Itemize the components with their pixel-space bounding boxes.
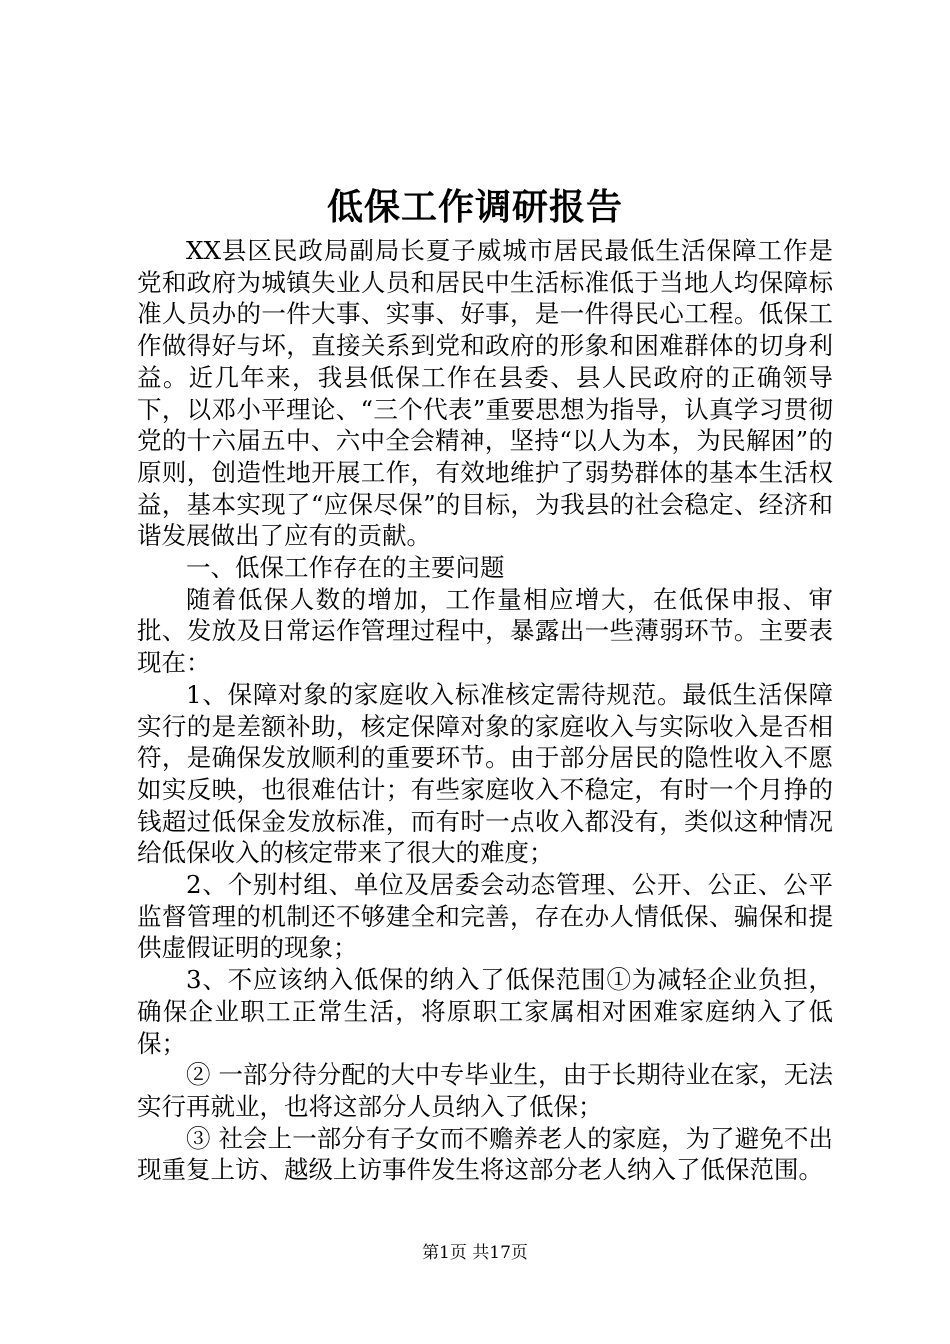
paragraph-subitem-2: ② 一部分待分配的大中专毕业生，由于长期待业在家，无法实行再就业，也将这部分人员纳入了低保； [137, 1060, 833, 1121]
paragraph-item-2: 2、个别村组、单位及居委会动态管理、公开、公正、公平监督管理的机制还不够建全和完善，存在办人情低保、骗保和提供虚假证明的现象； [137, 870, 833, 963]
paragraph-overview: 随着低保人数的增加，工作量相应增大，在低保申报、审批、发放及日常运作管理过程中，暴露出一些薄弱环节。主要表现在： [137, 584, 833, 678]
document-body [137, 235, 833, 1186]
paragraph-subitem-3: ③ 社会上一部分有子女而不赡养老人的家庭，为了避免不出现重复上访、越级上访事件发生将这部分老人纳入了低保范围。 [137, 1123, 833, 1185]
document-title: 低保工作调研报告 [326, 186, 623, 228]
paragraph-intro: XX县区民政局副局长夏子威城市居民最低生活保障工作是党和政府为城镇失业人员和居民中生活标准低于当地人均保障标准人员办的一件大事、实事、好事，是一件得民心工程。低保工作做得好与坏，直接关系到党和政府的形象和困难群体的切身利益。近几年来，我县低保工作在县委、县人民政府的正确领导下，以邓小平理论、“三个代表”重要思想为指导，认真学习贯彻党的十六届五中、六中全会精神，坚持“以人为本，为民解困”的原则，创造性地开展工作，有效地维护了弱势群体的基本生活权益，基本实现了“应保尽保”的目标，为我县的社会稳定、经济和谐发展做出了应有的贡献。 [137, 236, 833, 551]
paragraph-item-3: 3、不应该纳入低保的纳入了低保范围①为减轻企业负担，确保企业职工正常生活，将原职工家属相对困难家庭纳入了低保； [137, 965, 833, 1058]
page-footer: 第1页 共17页 [422, 1243, 528, 1263]
section-heading: 一、低保工作存在的主要问题 [186, 553, 505, 583]
paragraph-item-1: 1、保障对象的家庭收入标准核定需待规范。最低生活保障实行的是差额补助，核定保障对象的家庭收入与实际收入是否相符，是确保发放顺利的重要环节。由于部分居民的隐性收入不愿如实反映，也很难估计；有些家庭收入不稳定，有时一个月挣的钱超过低保金发放标准，而有时一点收入都没有，类似这种情况给低保收入的核定带来了很大的难度； [137, 679, 833, 868]
